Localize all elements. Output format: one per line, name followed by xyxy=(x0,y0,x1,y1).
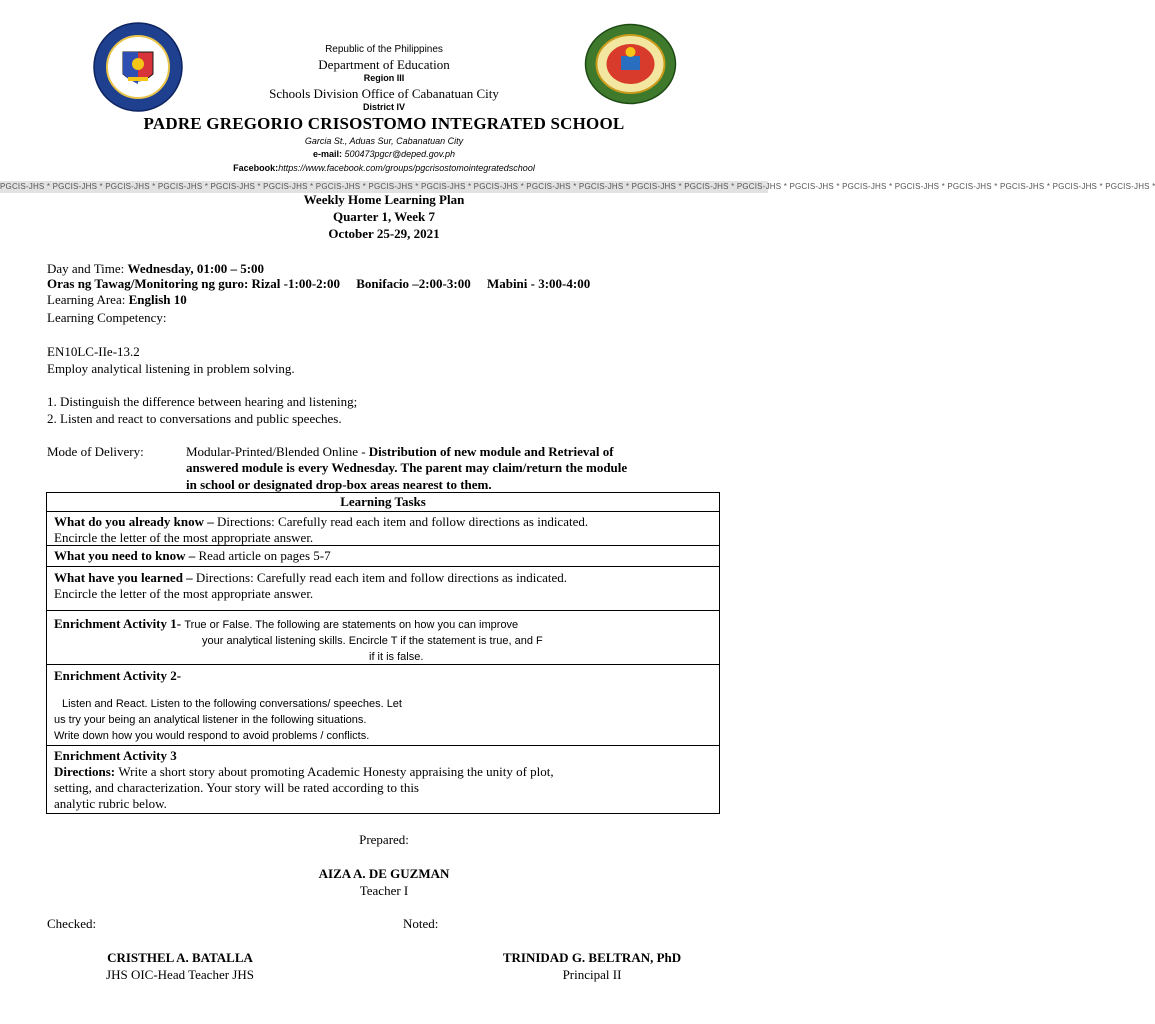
prepared-title: Teacher I xyxy=(359,883,409,898)
task-row-enrichment-2 xyxy=(47,664,719,745)
noted-label: Noted: xyxy=(403,916,439,931)
district-label: District IV xyxy=(362,102,405,112)
day-time-line xyxy=(47,261,264,277)
checked-name: CRISTHEL A. BATALLA xyxy=(107,950,253,965)
task-row-3-line2: Encircle the letter of the most appropriate answer. xyxy=(54,586,314,601)
task-row-3-title: What have you learned – xyxy=(54,570,196,585)
school-name: PADRE GREGORIO CRISOSTOMO INTEGRATED SCHOOL xyxy=(143,114,625,133)
task-row-have-learned xyxy=(47,566,719,610)
task-row-4-text2: your analytical listening skills. Encircle T if the statement is true, and F xyxy=(202,635,543,647)
email-label: e-mail: xyxy=(312,149,342,159)
task-row-need-to-know xyxy=(47,545,719,566)
task-row-1-line2: Encircle the letter of the most appropriate answer. xyxy=(54,530,314,545)
email-value: 500473pgcr@deped.gov.ph xyxy=(344,149,456,159)
facebook-line xyxy=(0,163,768,173)
task-row-5-text3: Write down how you would respond to avoid problems / conflicts. xyxy=(54,730,370,742)
department-label: Department of Education xyxy=(318,57,450,72)
school-address: Garcia St., Aduas Sur, Cabanatuan City xyxy=(304,136,464,146)
plan-quarter: Quarter 1, Week 7 xyxy=(332,209,436,224)
task-row-4-title: Enrichment Activity 1- xyxy=(54,616,185,631)
facebook-value: https://www.facebook.com/groups/pgcrisostomointegratedschool xyxy=(278,163,535,173)
watermark-banner: PGCIS-JHS * PGCIS-JHS * PGCIS-JHS * PGCIS-JHS * PGCIS-JHS * PGCIS-JHS * PGCIS-JHS * PGCIS-JHS * PGCIS-JHS * PGCIS-JHS * PGCIS-JHS * PGCIS-JHS * PGCIS-JHS * PGCIS-JHS * PGCIS-JHS * PGCIS-JHS * PGCIS-JHS * PGCIS-JHS * PGCIS-JHS * PGCIS-JHS * PGCIS-JHS * PGCIS-JHS * xyxy=(0,182,1155,191)
plan-dates: October 25-29, 2021 xyxy=(328,226,440,241)
task-row-6-text2: setting, and characterization. Your story will be rated according to this xyxy=(54,780,419,795)
learning-area-value: English 10 xyxy=(128,292,187,307)
noted-name: TRINIDAD G. BELTRAN, PhD xyxy=(502,950,682,965)
checked-label: Checked: xyxy=(47,916,97,931)
region-label: Region III xyxy=(363,73,405,83)
facebook-label: Facebook: xyxy=(233,163,279,173)
mode-value: Modular-Printed/Blended Online - xyxy=(186,444,369,459)
task-row-1-title: What do you already know – xyxy=(54,514,218,529)
objective-2: 2. Listen and react to conversations and public speeches. xyxy=(47,411,342,426)
mode-bold-1: Distribution of new module and Retrieval of xyxy=(368,444,614,459)
checked-title: JHS OIC-Head Teacher JHS xyxy=(106,967,254,982)
day-time-value: Wednesday, 01:00 – 5:00 xyxy=(127,261,265,276)
task-row-enrichment-3 xyxy=(47,745,719,815)
learning-tasks-header: Learning Tasks xyxy=(340,494,426,509)
objective-1: 1. Distinguish the difference between hearing and listening; xyxy=(47,394,358,409)
learning-area-label: Learning Area: xyxy=(47,292,129,307)
task-row-6-dir-label: Directions: xyxy=(54,764,119,779)
prepared-label: Prepared: xyxy=(359,832,409,847)
competency-text: Employ analytical listening in problem solving. xyxy=(47,361,295,376)
task-row-2-title: What you need to know – xyxy=(54,548,199,563)
email-line xyxy=(0,149,768,159)
task-row-4-text1: True or False. The following are statements on how you can improve xyxy=(184,619,519,631)
learning-tasks-table xyxy=(46,492,720,814)
task-row-5-text1: Listen and React. Listen to the following conversations/ speeches. Let xyxy=(62,698,402,710)
task-row-2-text: Read article on pages 5-7 xyxy=(198,548,331,563)
task-row-4-text3: if it is false. xyxy=(369,651,424,663)
division-label: Schools Division Office of Cabanatuan City xyxy=(269,86,499,101)
task-row-6-text1: Write a short story about promoting Academic Honesty appraising the unity of plot, xyxy=(118,764,554,779)
mode-line-1 xyxy=(186,444,614,460)
noted-title: Principal II xyxy=(562,967,622,982)
republic-label: Republic of the Philippines xyxy=(325,44,443,55)
mode-bold-3: in school or designated drop-box areas nearest to them. xyxy=(186,477,492,492)
task-row-5-text2: us try your being an analytical listener in the following situations. xyxy=(54,714,367,726)
competency-code: EN10LC-IIe-13.2 xyxy=(47,344,140,359)
mode-label: Mode of Delivery: xyxy=(47,444,144,459)
mode-bold-2: answered module is every Wednesday. The parent may claim/return the module xyxy=(186,460,628,475)
plan-title: Weekly Home Learning Plan xyxy=(303,192,465,207)
task-row-5-title: Enrichment Activity 2- xyxy=(54,668,182,683)
task-row-already-know xyxy=(47,511,719,545)
task-row-enrichment-1 xyxy=(47,610,719,664)
task-row-3-text: Directions: Carefully read each item and follow directions as indicated. xyxy=(195,570,568,585)
competency-label: Learning Competency: xyxy=(47,310,167,325)
prepared-name: AIZA A. DE GUZMAN xyxy=(318,866,450,881)
day-time-label: Day and Time: xyxy=(47,261,128,276)
learning-area-line xyxy=(47,292,187,308)
task-row-6-text3: analytic rubric below. xyxy=(54,796,167,811)
task-row-6-title: Enrichment Activity 3 xyxy=(54,748,177,763)
task-row-1-text: Directions: Carefully read each item and follow directions as indicated. xyxy=(217,514,589,529)
oras-line: Oras ng Tawag/Monitoring ng guro: Rizal -1:00-2:00 Bonifacio –2:00-3:00 Mabini - 3:00-4:00 xyxy=(47,276,591,291)
